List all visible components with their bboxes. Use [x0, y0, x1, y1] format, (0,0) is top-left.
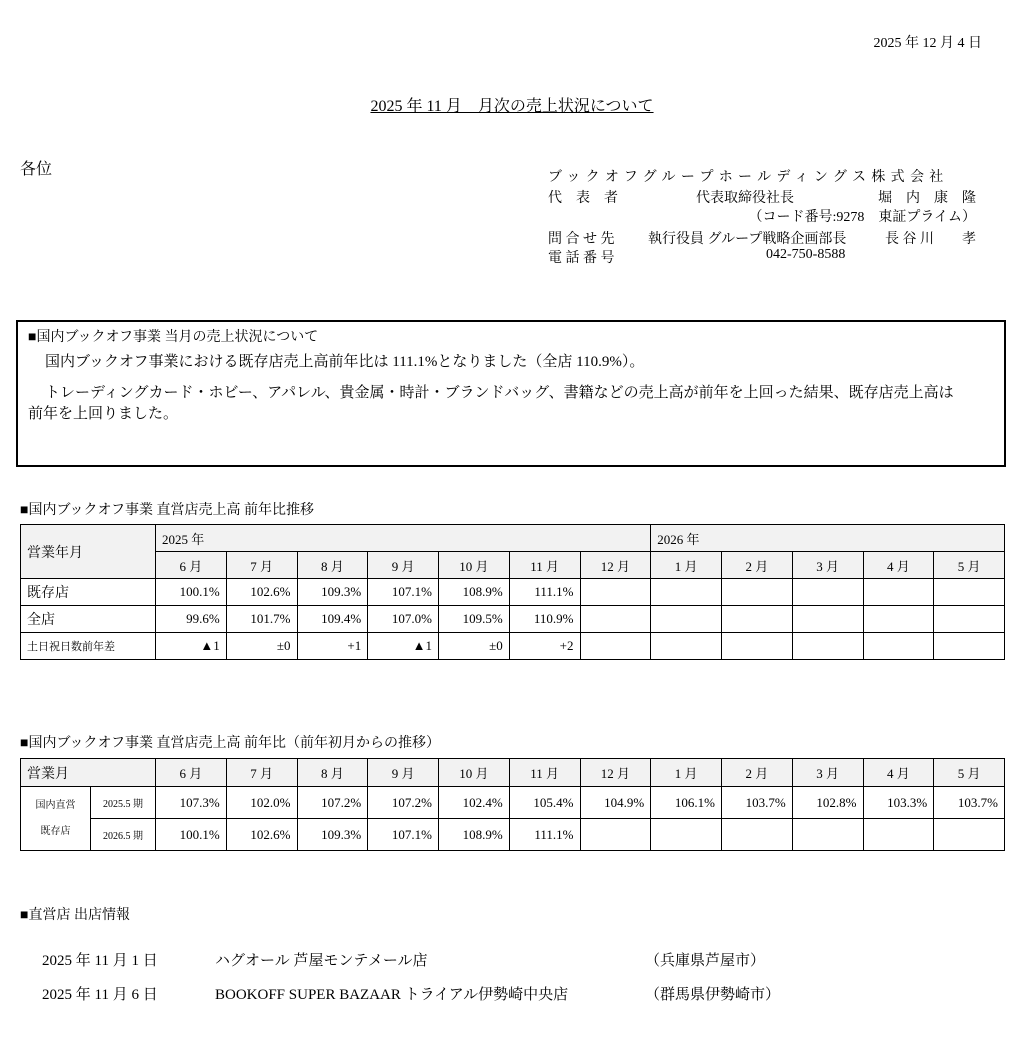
rep-name: 堀 内 康 隆: [878, 191, 976, 206]
table-cell: 107.1%: [368, 819, 439, 851]
month-header: 3 月: [792, 759, 863, 787]
month-header: 5 月: [934, 759, 1005, 787]
row-label: 既存店: [21, 579, 156, 606]
contact-label: 問 合 せ 先: [548, 232, 615, 247]
table-cell: 108.9%: [439, 819, 510, 851]
company-name: ブックオフグループホールディングス株式会社: [548, 170, 949, 185]
table-cell: 102.4%: [439, 787, 510, 819]
rep-title: 代表取締役社長: [696, 191, 794, 206]
month-header: 2 月: [722, 759, 793, 787]
table-cell: [580, 579, 651, 606]
table-cell: 103.7%: [934, 787, 1005, 819]
table-cell: [934, 633, 1005, 660]
table-cell: 102.0%: [226, 787, 297, 819]
month-header: 9 月: [368, 552, 439, 579]
table-cell: [863, 819, 934, 851]
table-cell: 111.1%: [509, 579, 580, 606]
table2-heading: ■国内ブックオフ事業 直営店売上高 前年比（前年初月からの推移）: [20, 736, 441, 751]
table-cell: [651, 579, 722, 606]
table-cell: 102.8%: [792, 787, 863, 819]
table-cell: 111.1%: [509, 819, 580, 851]
store-name: BOOKOFF SUPER BAZAAR トライアル伊勢崎中央店: [215, 987, 569, 1003]
month-header: 11 月: [509, 759, 580, 787]
table-cell: [792, 606, 863, 633]
table-cell: +2: [509, 633, 580, 660]
yoy-trend-table: [20, 758, 1005, 851]
month-header: 12 月: [580, 552, 651, 579]
table-cell: [792, 579, 863, 606]
table-cell: 99.6%: [156, 606, 227, 633]
month-header: 9 月: [368, 759, 439, 787]
year-header-2025: 2025 年: [156, 525, 651, 552]
table-cell: [722, 819, 793, 851]
table-cell: ▲1: [156, 633, 227, 660]
table-cell: [934, 579, 1005, 606]
table-cell: 107.2%: [368, 787, 439, 819]
table-cell: [934, 606, 1005, 633]
group-label-1: 国内直営: [35, 799, 76, 811]
company-name-line: [548, 166, 976, 186]
addressee: 各位: [20, 161, 53, 178]
table-cell: [863, 579, 934, 606]
month-header: 2 月: [722, 552, 793, 579]
store-date: 2025 年 11 月 1 日: [42, 953, 158, 969]
month-header: 10 月: [439, 759, 510, 787]
table1-heading: ■国内ブックオフ事業 直営店売上高 前年比推移: [20, 503, 315, 518]
table-cell: [580, 633, 651, 660]
table-cell: 110.9%: [509, 606, 580, 633]
month-header: 11 月: [509, 552, 580, 579]
row-label: 土日祝日数前年差: [21, 633, 156, 660]
table-cell: 107.0%: [368, 606, 439, 633]
table-cell: 108.9%: [439, 579, 510, 606]
stores-heading: ■直営店 出店情報: [20, 908, 130, 923]
table-cell: [651, 606, 722, 633]
month-header: 8 月: [297, 552, 368, 579]
phone-label: 電 話 番 号: [548, 251, 615, 266]
table-cell: 102.6%: [226, 819, 297, 851]
table-cell: ±0: [439, 633, 510, 660]
summary-line-1: 国内ブックオフ事業における既存店売上高前年比は 111.1%となりました（全店 110.9%）。: [30, 354, 645, 370]
table-cell: 104.9%: [580, 787, 651, 819]
table-cell: [580, 606, 651, 633]
document-title: [0, 93, 1024, 116]
table-cell: 105.4%: [509, 787, 580, 819]
group-label: [21, 787, 91, 851]
table-cell: [863, 606, 934, 633]
table-cell: 107.1%: [368, 579, 439, 606]
period-label: 2026.5 期: [91, 819, 156, 851]
group-label-2: 既存店: [40, 825, 71, 837]
table-cell: ±0: [226, 633, 297, 660]
phone-number: 042-750-8588: [766, 247, 846, 262]
table-cell: 109.4%: [297, 606, 368, 633]
table-cell: [934, 819, 1005, 851]
table-cell: 102.6%: [226, 579, 297, 606]
contact-line: [548, 228, 976, 248]
month-header: 3 月: [792, 552, 863, 579]
table-cell: 107.3%: [156, 787, 227, 819]
summary-heading: ■国内ブックオフ事業 当月の売上状況について: [28, 330, 319, 345]
month-header: 5 月: [934, 552, 1005, 579]
table-cell: 106.1%: [651, 787, 722, 819]
stock-code: （コード番号:9278 東証プライム）: [748, 210, 976, 225]
summary-line-2: トレーディングカード・ホビー、アパレル、貴金属・時計・ブランドバッグ、書籍などの売上高が前年を上回った結果、既存店売上高は: [30, 385, 954, 401]
month-header: 6 月: [156, 552, 227, 579]
document-date: 2025 年 12 月 4 日: [873, 36, 982, 51]
month-header: 7 月: [226, 759, 297, 787]
table-cell: 109.5%: [439, 606, 510, 633]
table-cell: [722, 579, 793, 606]
table-cell: +1: [297, 633, 368, 660]
title-text: 2025 年 11 月 月次の売上状況について: [370, 98, 654, 115]
table-cell: [580, 819, 651, 851]
table-cell: 109.3%: [297, 819, 368, 851]
year-header-2026: 2026 年: [651, 525, 1005, 552]
table-cell: [651, 633, 722, 660]
table-cell: [651, 819, 722, 851]
table-cell: 103.7%: [722, 787, 793, 819]
row-label: 全店: [21, 606, 156, 633]
sales-trend-table: [20, 524, 1005, 660]
corner-header: 営業月: [21, 759, 156, 787]
table-cell: 103.3%: [863, 787, 934, 819]
contact-title: 執行役員 グループ戦略企画部長: [648, 232, 847, 247]
table-cell: 101.7%: [226, 606, 297, 633]
summary-box: [16, 320, 1006, 467]
month-header: 10 月: [439, 552, 510, 579]
month-header: 12 月: [580, 759, 651, 787]
month-header: 6 月: [156, 759, 227, 787]
month-header: 1 月: [651, 759, 722, 787]
rep-label: 代 表 者: [548, 191, 618, 206]
table-cell: 100.1%: [156, 819, 227, 851]
month-header: 4 月: [863, 552, 934, 579]
table-cell: [863, 633, 934, 660]
table-cell: 100.1%: [156, 579, 227, 606]
table-cell: ▲1: [368, 633, 439, 660]
store-name: ハグオール 芦屋モンテメール店: [215, 953, 428, 969]
table-cell: 109.3%: [297, 579, 368, 606]
table-cell: [722, 606, 793, 633]
store-date: 2025 年 11 月 6 日: [42, 987, 158, 1003]
table-cell: [722, 633, 793, 660]
representative-line: [548, 187, 976, 207]
phone-line: [548, 247, 976, 267]
table-cell: [792, 819, 863, 851]
contact-name: 長 谷 川 孝: [885, 232, 976, 247]
summary-line-3: 前年を上回りました。: [28, 406, 179, 422]
table-cell: 107.2%: [297, 787, 368, 819]
corner-header: 営業年月: [21, 525, 156, 579]
period-label: 2025.5 期: [91, 787, 156, 819]
month-header: 8 月: [297, 759, 368, 787]
month-header: 7 月: [226, 552, 297, 579]
store-location: （群馬県伊勢崎市）: [645, 987, 781, 1003]
code-line: [548, 206, 976, 226]
store-location: （兵庫県芦屋市）: [645, 953, 766, 969]
month-header: 1 月: [651, 552, 722, 579]
table-cell: [792, 633, 863, 660]
month-header: 4 月: [863, 759, 934, 787]
